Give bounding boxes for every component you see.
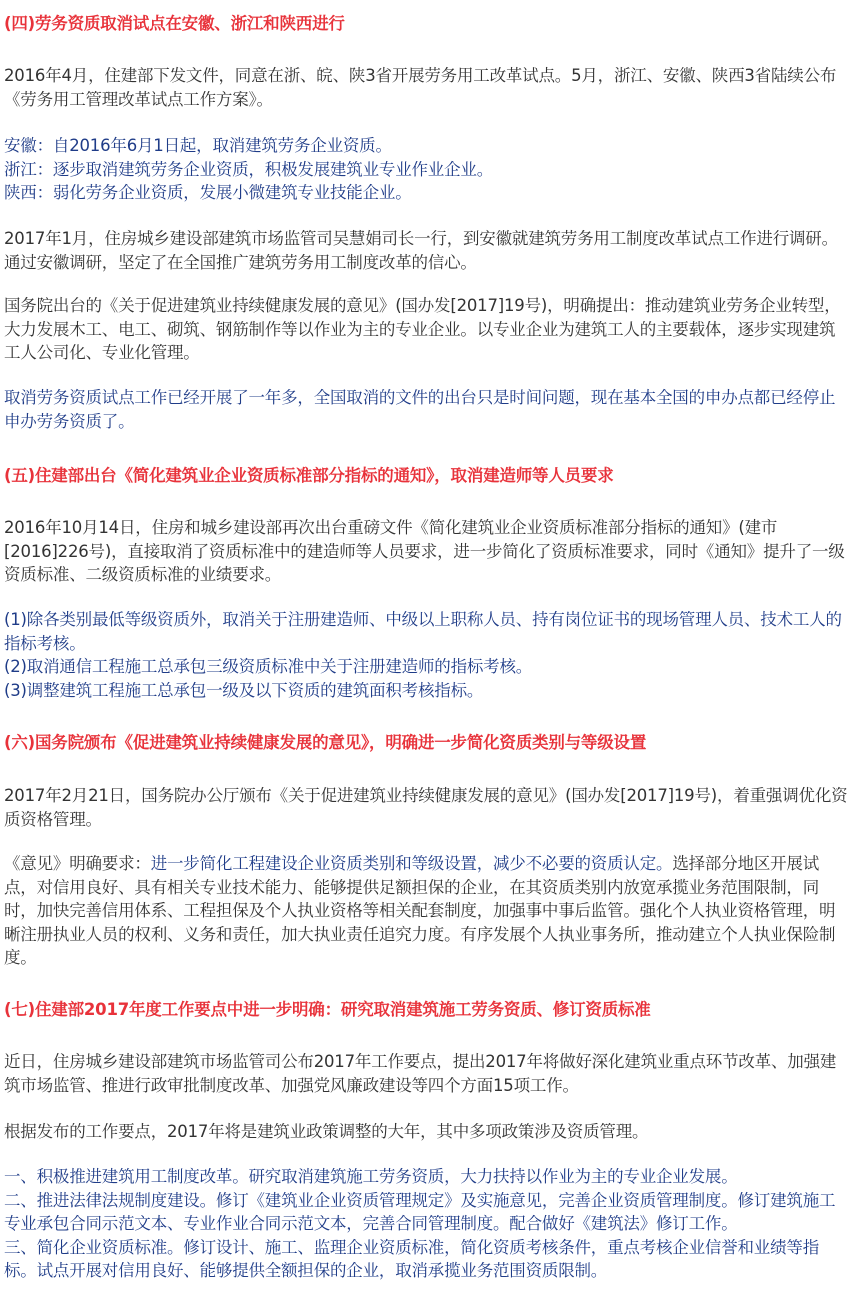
section-4-paragraph-3: 国务院出台的《关于促进建筑业持续健康发展的意见》(国办发[2017]19号)，明确提出：推动建筑业劳务企业转型，大力发展木工、电工、砌筑、钢筋制作等以作业为主的专业企业。以专业企业为建筑工人的主要载体，逐步实现建筑工人公司化、专业化管理。 <box>4 296 841 362</box>
list-item: 安徽：自2016年6月1日起，取消建筑劳务企业资质。 <box>4 136 392 155</box>
section-7-heading <box>4 998 850 1022</box>
list-item: 浙江：逐步取消建筑劳务企业资质，积极发展建筑业专业作业企业。 <box>4 159 494 179</box>
section-6-paragraph-1: 2017年2月21日，国务院办公厅颁布《关于促进建筑业持续健康发展的意见》(国办发[2017]19号)，着重强调优化资质资格管理。 <box>4 786 848 829</box>
section-6-paragraph-2 <box>4 852 850 970</box>
heading-text: 七)住建部2017年度工作要点中进一步明确：研究取消建筑施工劳务资质、修订资质标准 <box>11 1000 651 1019</box>
list-item: 三、简化企业资质标准。修订设计、施工、监理企业资质标准，简化资质考核条件，重点考核企业信誉和业绩等指标。试点开展对信用良好、能够提供全额担保的企业，取消承揽业务范围资质限制。 <box>4 1237 820 1280</box>
list-item: (2)取消通信工程施工总承包三级资质标准中关于注册建造师的指标考核。 <box>4 657 533 676</box>
list-item: 陕西：弱化劳务企业资质，发展小微建筑专业技能企业。 <box>4 183 412 202</box>
section-7-work-points <box>4 1165 850 1283</box>
list-item: 一、积极推进建筑用工制度改革。研究取消建筑施工劳务资质，大力扶持以作业为主的专业企业发展。 <box>4 1167 738 1186</box>
section-6-heading: (六)国务院颁布《促进建筑业持续健康发展的意见》，明确进一步简化资质类别与等级设置 <box>4 733 647 752</box>
highlighted-requirement: 进一步简化工程建设企业资质类别和等级设置，减少不必要的资质认定。 <box>150 854 673 873</box>
section-5-heading: (五)住建部出台《简化建筑业企业资质标准部分指标的通知》，取消建造师等人员要求 <box>4 466 614 485</box>
section-4-paragraph-4: 取消劳务资质试点工作已经开展了一年多，全国取消的文件的出台只是时间问题，现在基本全国的申办点都已经停止申办劳务资质了。 <box>4 388 836 431</box>
section-4-heading: (四)劳务资质取消试点在安徽、浙江和陕西进行 <box>4 14 345 33</box>
section-4-paragraph-1: 2016年4月，住建部下发文件，同意在浙、皖、陕3省开展劳务用工改革试点。5月，浙江、安徽、陕西3省陆续公布《劳务用工管理改革试点工作方案》。 <box>4 66 837 109</box>
section-5-list <box>4 608 850 702</box>
section-7-paragraph-1: 近日，住房城乡建设部建筑市场监管司公布2017年工作要点，提出2017年将做好深化建筑业重点环节改革、加强建筑市场监管、推进行政审批制度改革、加强党风廉政建设等四个方面15项工作。 <box>4 1052 837 1095</box>
heading-open-paren: ( <box>4 1000 12 1019</box>
section-4-province-list <box>4 134 850 205</box>
paragraph-lead: 《意见》明确要求： <box>4 854 151 873</box>
list-item: (1)除各类别最低等级资质外，取消关于注册建造师、中级以上职称人员、持有岗位证书的现场管理人员、技术工人的指标考核。 <box>4 610 842 653</box>
list-item: 二、推进法律法规制度建设。修订《建筑业企业资质管理规定》及实施意见，完善企业资质管理制度。修订建筑施工专业承包合同示范文本、专业作业合同示范文本，完善合同管理制度。配合做好《建筑法》修订工作。 <box>4 1190 836 1233</box>
section-5-paragraph-1: 2016年10月14日，住房和城乡建设部再次出台重磅文件《简化建筑业企业资质标准部分指标的通知》(建市[2016]226号)，直接取消了资质标准中的建造师等人员要求，进一步简化了资质标准要求，同时《通知》提升了一级资质标准、二级资质标准的业绩要求。 <box>4 518 845 584</box>
section-4-paragraph-2: 2017年1月，住房城乡建设部建筑市场监管司吴慧娟司长一行，到安徽就建筑劳务用工制度改革试点工作进行调研。通过安徽调研，坚定了在全国推广建筑劳务用工制度改革的信心。 <box>4 229 838 272</box>
paragraph-rest: 选择部分地区开展试点，对信用良好、具有相关专业技术能力、能够提供足额担保的企业，在其资质类别内放宽承揽业务范围限制，同时，加快完善信用体系、工程担保及个人执业资格等相关配套制度，加强事中事后监管。强化个人执业资格管理，明晰注册执业人员的权利、义务和责任，加大执业责任追究力度。有序发展个人执业事务所，推动建立个人执业保险制度。 <box>4 854 836 967</box>
section-7-paragraph-2: 根据发布的工作要点，2017年将是建筑业政策调整的大年，其中多项政策涉及资质管理。 <box>4 1122 649 1141</box>
list-item: (3)调整建筑工程施工总承包一级及以下资质的建筑面积考核指标。 <box>4 680 484 700</box>
